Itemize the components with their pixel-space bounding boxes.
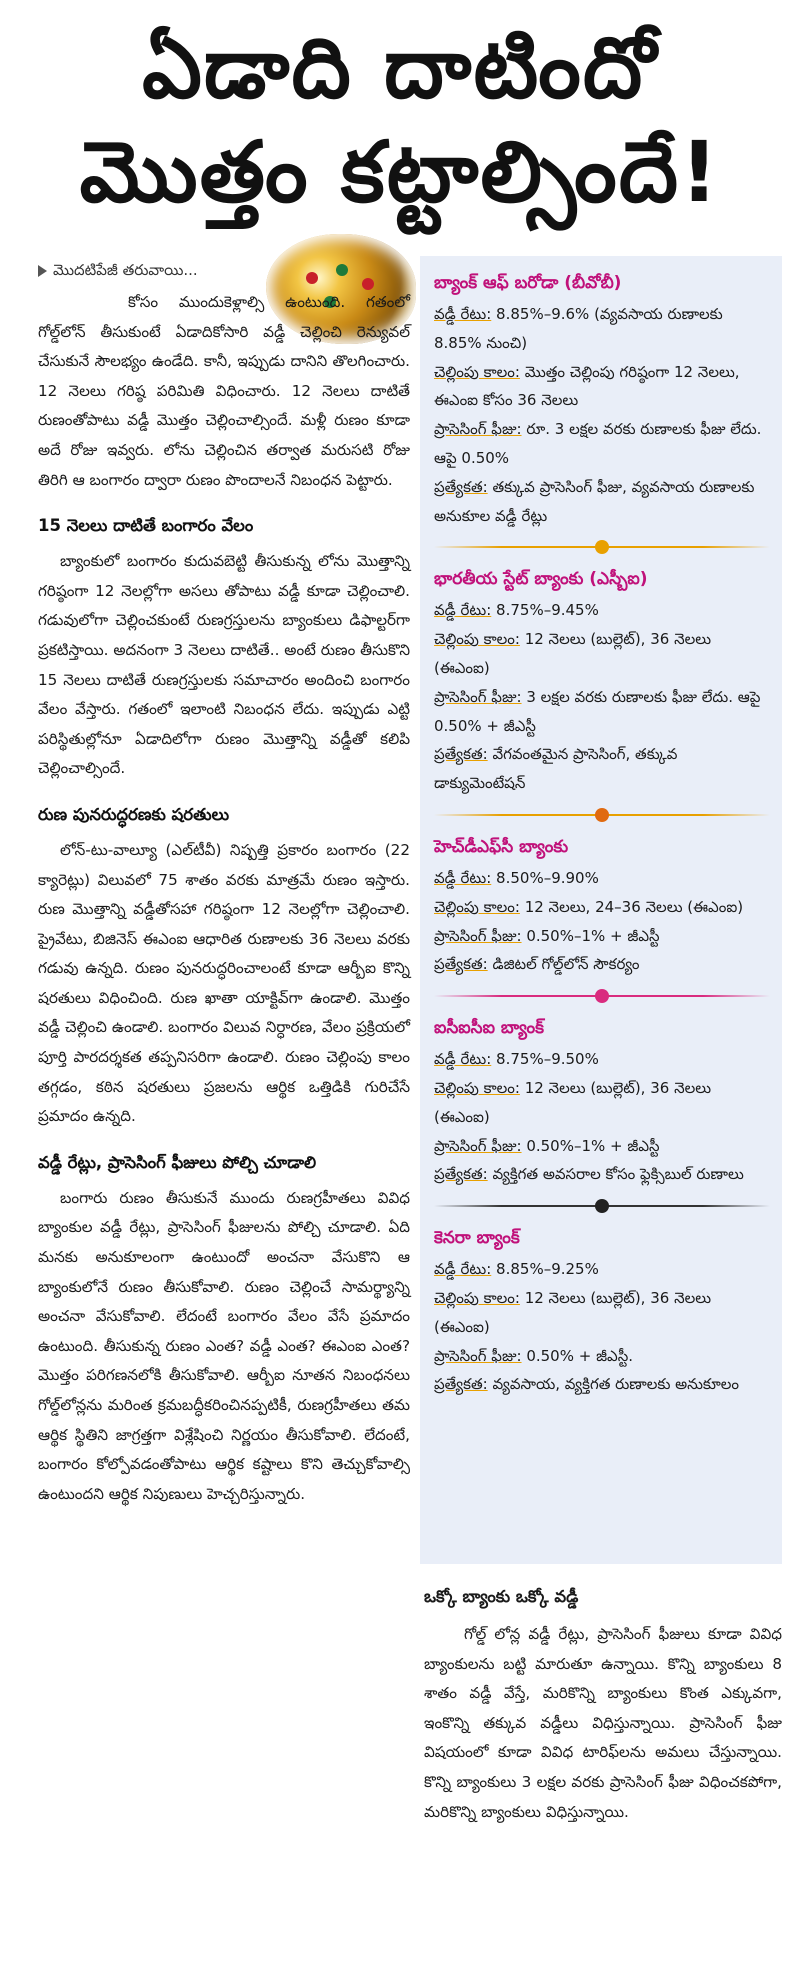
special-value: వేగవంతమైన ప్రాసెసింగ్, తక్కువ డాక్యుమెంటేషన్: [434, 745, 678, 793]
special-value: వ్యక్తిగత అవసరాల కోసం ఫ్లెక్సిబుల్ రుణాలు: [492, 1165, 744, 1184]
bank-block-hdfc: [434, 832, 770, 979]
continued-from-line: మొదటిపేజీ తరువాయి...: [38, 256, 410, 284]
paragraph-1: కోసం ముందుకెళ్లాల్సి ఉంటుంది. గతంలో గోల్డ్‌లోన్ తీసుకుంటే ఏడాదికోసారి వడ్డీ చెల్లించి రెన్యువల్ చేసుకునే సౌలభ్యం ఉండేది. కానీ, ఇప్పుడు దానిని తొలగించారు. 12 నెలలు గరిష్ఠ పరిమితి విధించారు. 12 నెలలు దాటితే రుణంతోపాటు వడ్డీ మొత్తం చెల్లించాల్సిందే. మళ్లీ రుణం కూడా అదే రోజు ఇవ్వరు. లోను చెల్లించిన తర్వాత మరుసటి రోజు తిరిగి ఆ బంగారం ద్వారా రుణం పొందాలనే నిబంధన పెట్టారు.: [38, 293, 410, 489]
label-tenure: చెల్లింపు కాలం:: [434, 362, 520, 381]
label-special: ప్రత్యేకత:: [434, 955, 488, 974]
tenure-value: 12 నెలలు (బుల్లెట్), 36 నెలలు (ఈఎంఐ): [434, 630, 712, 677]
label-fee: ప్రాసెసింగ్ ఫీజు:: [434, 687, 522, 706]
headline-line-1: ఏడాది దాటిందో: [142, 19, 658, 117]
bank-title: భారతీయ స్టేట్ బ్యాంకు (ఎస్బీఐ): [434, 569, 648, 590]
label-tenure: చెల్లింపు కాలం:: [434, 630, 520, 649]
fee-value: 0.50% + జీఎస్టీ.: [526, 1346, 633, 1365]
paragraph-2: బ్యాంకులో బంగారం కుదువబెట్టి తీసుకున్న లోను మొత్తాన్ని గరిష్ఠంగా 12 నెలల్లోగా అసలు తోపాటు వడ్డీ కూడా చెల్లించాలి. గడువులోగా చెల్లించకుంటే రుణగ్రస్తులను బ్యాంకులు డిఫాల్టర్‌గా ప్రకటిస్తాయి. అదనంగా 3 నెలలు దాటితే.. అంటే రుణం తీసుకొని 15 నెలలు దాటితే రుణగ్రస్తులకు సమాచారం అందించి బంగారం వేలం వేస్తారు. గతంలో ఇలాంటి నిబంధన లేదు. ఇప్పుడు ఎట్టి పరిస్థితుల్లోనూ ఏడాదిలోగా రుణం మొత్తాన్ని వడ్డీతో కలిపి చెల్లించాల్సిందే.: [38, 552, 410, 778]
rate-value: 8.75%–9.45%: [496, 601, 599, 620]
rate-value: 8.50%–9.90%: [496, 868, 599, 887]
bank-title: బ్యాంక్ ఆఫ్ బరోడా (బీవోబీ): [434, 273, 622, 293]
special-value: వ్యవసాయ, వ్యక్తిగత రుణాలకు అనుకూలం: [492, 1375, 739, 1394]
label-fee: ప్రాసెసింగ్ ఫీజు:: [434, 926, 522, 945]
label-tenure: చెల్లింపు కాలం:: [434, 1078, 520, 1097]
arrow-right-icon: [38, 265, 47, 277]
bank-title: ఐసీఐసీఐ బ్యాంక్: [434, 1018, 544, 1039]
bank-title: హెచ్‌డీఎఫ్‌సీ బ్యాంకు: [434, 836, 569, 857]
bank-rates-sidebar: [420, 256, 782, 1564]
bank-title: కెనరా బ్యాంక్: [434, 1228, 520, 1249]
article-right-lower: [420, 1582, 782, 1827]
paragraph-each-bank: గోల్డ్ లోన్ల వడ్డీ రేట్లు, ప్రాసెసింగ్ ఫీజులు కూడా వివిధ బ్యాంకులను బట్టి మారుతూ ఉన్నాయి. కొన్ని బ్యాంకులు 8 శాతం వడ్డీ వేస్తే, మరికొన్ని బ్యాంకులు కొంత ఎక్కువగా, ఇంకొన్ని తక్కువ వడ్డీలు విధిస్తున్నాయి. ప్రాసెసింగ్ ఫీజు విషయంలో కూడా వివిధ టారిఫ్‌లను అమలు చేస్తున్నాయి. కొన్ని బ్యాంకులు 3 లక్షల వరకు ప్రాసెసింగ్ ఫీజు విధించకపోగా, మరికొన్ని బ్యాంకులు విధిస్తున్నాయి.: [424, 1625, 782, 1821]
special-value: డిజిటల్ గోల్డ్‌లోన్ సౌకర్యం: [492, 955, 640, 974]
label-tenure: చెల్లింపు కాలం:: [434, 1288, 520, 1307]
article-left-column: [38, 256, 410, 1509]
fee-value: 0.50%–1% + జీఎస్టీ: [526, 926, 660, 945]
label-fee: ప్రాసెసింగ్ ఫీజు:: [434, 420, 522, 439]
special-value: తక్కువ ప్రాసెసింగ్ ఫీజు, వ్యవసాయ రుణాలకు అనుకూల వడ్డీ రేట్లు: [434, 477, 755, 525]
label-special: ప్రత్యేకత:: [434, 1165, 488, 1184]
bank-block-icici: [434, 1013, 770, 1189]
label-rate: వడ్డీ రేటు:: [434, 601, 492, 620]
section-heading-each-bank: ఒక్కో బ్యాంకు ఒక్కో వడ్డీ: [424, 1587, 579, 1606]
label-tenure: చెల్లింపు కాలం:: [434, 897, 520, 916]
section-heading-compare: వడ్డీ రేట్లు, ప్రాసెసింగ్ ఫీజులు పోల్చి చూడాలి: [38, 1152, 317, 1172]
separator: [434, 979, 770, 1013]
paragraph-4: బంగారు రుణం తీసుకునే ముందు రుణగ్రహీతలు వివిధ బ్యాంకుల వడ్డీ రేట్లు, ప్రాసెసింగ్ ఫీజులను పోల్చి చూడాలి. ఏది మనకు అనుకూలంగా ఉంటుందో అంచనా వేసుకొని ఆ బ్యాంకులోనే రుణం తీసుకోవాలి. రుణం చెల్లించే సామర్థ్యాన్ని అంచనా వేసుకోవాలి. లేదంటే బంగారం వేలం వేసే ప్రమాదం ఉంటుంది. తీసుకున్న రుణం ఎంత? వడ్డీ ఎంత? ఈఎంఐ ఎంత? మొత్తం పరిగణనలోకి తీసుకోవాలి. ఆర్బీఐ నూతన నిబంధనలు గోల్డ్‌లోన్లను మరింత క్రమబద్ధీకరించినప్పటికీ, రుణగ్రహీతలు తమ ఆర్థిక స్థితిని జాగ్రత్తగా విశ్లేషించి నిర్ణయం తీసుకోవాలి. లేదంటే, బంగారం కోల్పోవడంతోపాటు ఆర్థిక కష్టాలు కొని తెచ్చుకోవాల్సి ఉంటుందని ఆర్థిక నిపుణులు హెచ్చరిస్తున్నారు.: [38, 1188, 410, 1503]
label-special: ప్రత్యేకత:: [434, 477, 488, 496]
label-special: ప్రత్యేకత:: [434, 1375, 488, 1394]
label-rate: వడ్డీ రేటు:: [434, 1260, 492, 1279]
label-fee: ప్రాసెసింగ్ ఫీజు:: [434, 1346, 522, 1365]
tenure-value: 12 నెలలు, 24–36 నెలలు (ఈఎంఐ): [524, 897, 744, 916]
label-rate: వడ్డీ రేటు:: [434, 305, 492, 323]
rate-value: 8.75%–9.50%: [496, 1050, 599, 1069]
bank-block-canara: [434, 1223, 770, 1399]
separator: [434, 798, 770, 832]
label-fee: ప్రాసెసింగ్ ఫీజు:: [434, 1136, 522, 1155]
tenure-value: 12 నెలలు (బుల్లెట్), 36 నెలలు (ఈఎంఐ): [434, 1288, 712, 1336]
section-heading-renewal: రుణ పునరుద్ధరణకు షరతులు: [38, 804, 230, 824]
separator: [434, 530, 770, 564]
label-rate: వడ్డీ రేటు:: [434, 868, 492, 887]
paragraph-3: లోన్-టు-వాల్యూ (ఎల్‌టీవీ) నిష్పత్తి ప్రకారం బంగారం (22 క్యారెట్లు) విలువలో 75 శాతం వరకు మాత్రమే రుణం ఇస్తారు. రుణ మొత్తాన్ని వడ్డీతోసహా గరిష్ఠంగా 12 నెలల్లోగా చెల్లించాలి. ప్రైవేటు, బిజినెస్ ఈఎంఐ ఆధారిత రుణాలకు 36 నెలలు వరకు గడువు ఉన్నది. రుణం పునరుద్ధరించాలంటే కూడా ఆర్బీఐ కొన్ని షరతులు విధించింది. రుణ ఖాతా యాక్టివ్‌గా ఉండాలి. మొత్తం వడ్డీ చెల్లించి ఉండాలి. బంగారం విలువ నిర్ధారణ, వేలం ప్రక్రియలో పూర్తి పారదర్శకత తప్పనిసరిగా ఉండాలి. రుణం చెల్లింపు కాలం తగ్గడం, కఠిన షరతులు ప్రజలను ఆర్థిక ఒత్తిడికి గురిచేసే ప్రమాదం ఉన్నది.: [38, 840, 410, 1126]
fee-value: రూ. 3 లక్షల వరకు రుణాలకు ఫీజు లేదు. ఆపై 0.50%: [434, 420, 762, 467]
tenure-value: మొత్తం చెల్లింపు గరిష్ఠంగా 12 నెలలు, ఈఎంఐ కోసం 36 నెలలు: [434, 362, 740, 410]
bank-block-sbi: [434, 564, 770, 798]
rate-value: 8.85%–9.6% (వ్యవసాయ రుణాలకు 8.85% నుంచి): [434, 305, 723, 352]
section-heading-auction: 15 నెలలు దాటితే బంగారం వేలం: [38, 516, 254, 536]
bank-block-bob: [434, 268, 770, 530]
label-special: ప్రత్యేకత:: [434, 745, 488, 764]
headline-line-2: మొత్తం కట్టాల్సిందే!: [79, 123, 721, 221]
rate-value: 8.85%–9.25%: [496, 1260, 599, 1279]
tenure-value: 12 నెలలు (బుల్లెట్), 36 నెలలు (ఈఎంఐ): [434, 1078, 712, 1126]
fee-value: 3 లక్షల వరకు రుణాలకు ఫీజు లేదు. ఆపై 0.50% + జీఎస్టీ: [434, 687, 761, 735]
label-rate: వడ్డీ రేటు:: [434, 1050, 492, 1069]
separator: [434, 1189, 770, 1223]
fee-value: 0.50%–1% + జీఎస్టీ: [526, 1136, 660, 1155]
